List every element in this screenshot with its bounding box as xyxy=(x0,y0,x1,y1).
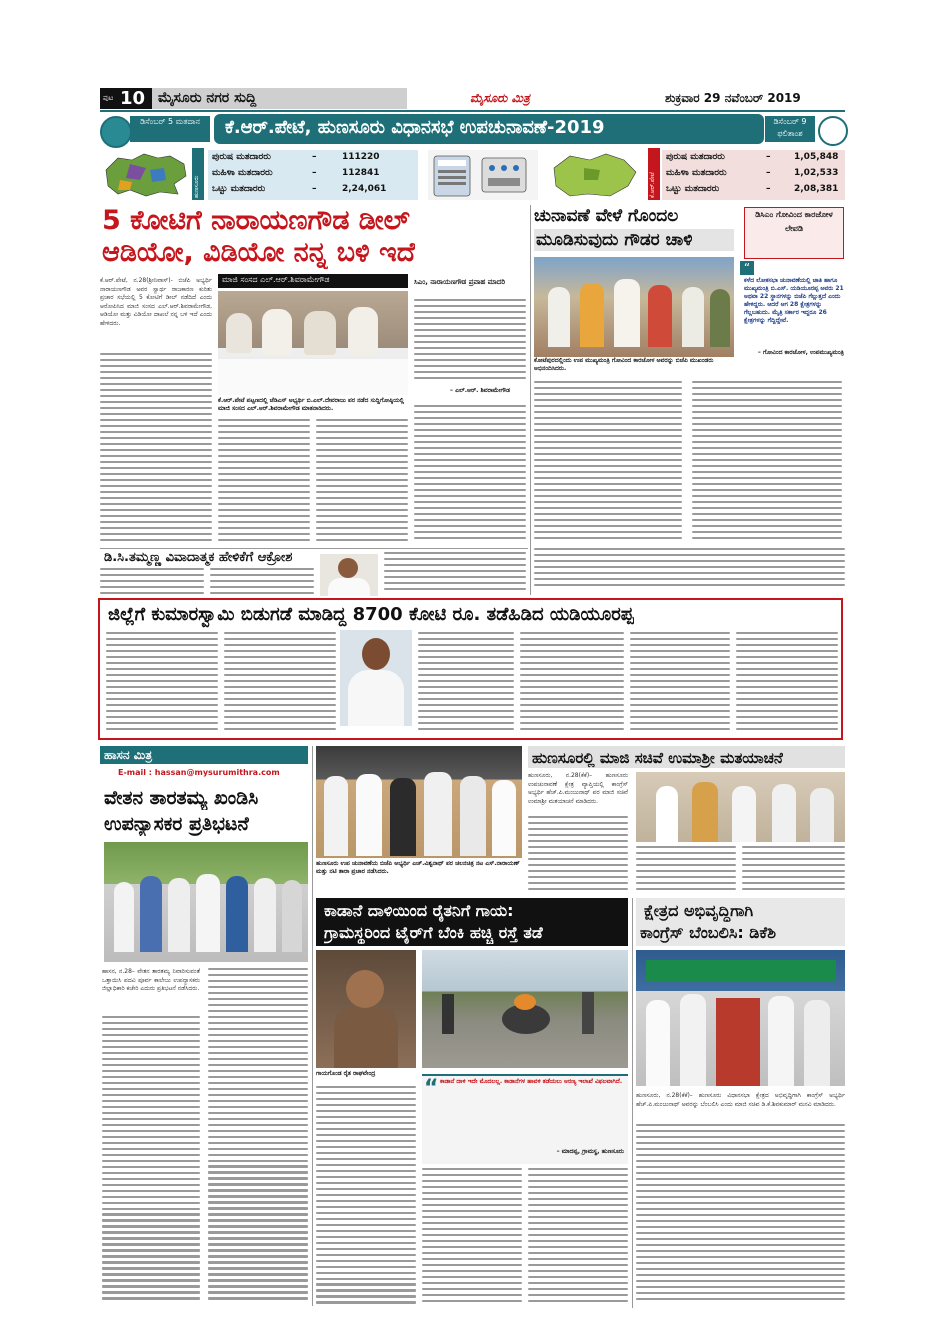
headline: ಆಡಿಯೋ, ವಿಡಿಯೋ ನನ್ನ ಬಳಿ ಇದೆ xyxy=(102,237,416,268)
headline: ಜಿಲ್ಲೆಗೆ ಕುಮಾರಸ್ವಾಮಿ ಬಿಡುಗಡೆ ಮಾಡಿದ್ದ 8700 ಕೋಟಿ ರೂ. ತಡೆಹಿಡಿದ ಯಡಿಯೂರಪ್ಪ xyxy=(108,604,634,625)
story-body xyxy=(100,568,204,596)
story-lead: ಕೆ.ಆರ್.ಪೇಟೆ, ನ.28(ಶ್ರೀನಿವಾಸ್)- ಬಿಜೆಪಿ ಅಭ್ಯರ್ಥಿ ನಾರಾಯಣಗೌಡ ಅವರ ಸ್ವಾರ್ಥ ರಾಜಕಾರಣ ಕುರಿತು ಪ್ರಚಾರ ಸಭೆಯಲ್ಲಿ 5 ಕೋಟಿಗೆ ಡೀಲ್ ನಡೆದಿದೆ ಎಂದು ಆರೋಪಿಸಿದ ಮಾಜಿ ಸಂಸದ ಎಲ್.ಆರ್.ಶಿವರಾಮೇಗೌಡ, ಆಡಿಯೋ ಮತ್ತು ವಿಡಿಯೋ ದಾಖಲೆ ನನ್ನ ಬಳಿ ಇದೆ ಎಂದು ಹೇಳಿದರು. xyxy=(100,277,212,327)
story-body xyxy=(534,381,682,545)
story-narayanagowda-deal xyxy=(100,205,528,545)
story-body xyxy=(210,568,314,596)
story-body xyxy=(316,419,408,545)
story-body xyxy=(224,632,336,736)
box-title: ಡಿಸಿಎಂ ಗೋವಿಂದ ಕಾರಜೋಳ ಲೇವಡಿ xyxy=(744,207,844,259)
evm-machine-icon xyxy=(428,150,538,200)
story-8700-crore xyxy=(98,598,843,740)
story-body xyxy=(422,1168,522,1308)
photo-caption: ಗಾಯಗೊಂಡ ರೈತ ರಾಘವೇಂದ್ರ xyxy=(316,1070,376,1077)
pull-quote: ಕಾಡಾನೆ ದಾಳಿ ಇದೇ ಮೊದಲಲ್ಲ. ಕಾಡಾನೆಗಳ ಹಾವಳಿ ತಡೆಯಲು ಅರಣ್ಯ ಇಲಾಖೆ ವಿಫಲವಾಗಿದೆ. xyxy=(440,1078,623,1085)
stats-row: ಒಟ್ಟು ಮತದಾರರು – 2,08,381 xyxy=(666,184,839,194)
tammanna-photo xyxy=(320,554,378,596)
bullet-quote-icon: “ xyxy=(424,1076,439,1101)
issue-date: ಶುಕ್ರವಾರ 29 ನವೆಂಬರ್ 2019 xyxy=(665,91,801,105)
protest-photo xyxy=(104,842,308,962)
karnataka-map-icon xyxy=(544,150,644,200)
story-tammanna xyxy=(100,548,528,596)
story-body xyxy=(534,548,845,594)
headline: ಮೂಡಿಸುವುದು ಗೌಡರ ಚಾಳಿ xyxy=(536,230,693,250)
quote-sign: – ಗೋವಿಂದ ಕಾರಜೋಳ, ಉಪಮುಖ್ಯಮಂತ್ರಿ xyxy=(757,349,844,356)
story-body xyxy=(636,1124,845,1308)
story-body xyxy=(630,632,730,736)
stats-row: ಪುರುಷ ಮತದಾರರು – 1,05,848 xyxy=(666,152,839,162)
byline: ಮಾಜಿ ಸಂಸದ ಎಲ್.ಆರ್.ಶಿವರಾಮೇಗೌಡ xyxy=(222,275,330,284)
story-lead: ಹುಣಸೂರು, ನ.28(ಕೆಕೆ)– ಹುಣಸೂರು ಉಪಚುನಾವಣೆ ಕ್ಷೇತ್ರ ವ್ಯಾಪ್ತಿಯಲ್ಲಿ ಕಾಂಗ್ರೆಸ್ ಅಭ್ಯರ್ಥಿ ಹೆಚ್.ಪಿ.ಮಂಜುನಾಥ್ ಪರ ಮಾಜಿ ಸಚಿವೆ ಉಮಾಶ್ರೀ ಮತಯಾಚನೆ ಮಾಡಿದರು. xyxy=(528,772,628,805)
story-body xyxy=(520,632,624,736)
story-body xyxy=(528,816,628,894)
election-banner xyxy=(100,114,845,146)
hassan-section xyxy=(100,746,308,1306)
story-body xyxy=(418,632,514,736)
bullet-quote-icon: “ xyxy=(740,261,754,275)
headline: 5 ಕೋಟಿಗೆ ನಾರಾಯಣಗೌಡ ಡೀಲ್ xyxy=(102,205,410,236)
story-umashree xyxy=(528,746,845,894)
campaign-photo xyxy=(316,746,522,858)
story-lead: ಹಾಸನ, ನ.28– ವೇತನ ತಾರತಮ್ಯ ನಿವಾರಿಸುವಂತೆ ಒತ್ತಾಯಿಸಿ ಪದವಿ ಪೂರ್ವ ಕಾಲೇಜು ಉಪನ್ಯಾಸಕರು ಜಿಲ್ಲಾಧಿಕಾರಿ ಕಚೇರಿ ಎದುರು ಪ್ರತಿಭಟನೆ ನಡೆಸಿದರು. xyxy=(102,968,200,992)
headline: ಚುನಾವಣೆ ವೇಳೆ ಗೊಂದಲ xyxy=(534,206,679,226)
stats-row: ಪುರುಷ ಮತದಾರರು – 111220 xyxy=(212,152,380,162)
masthead xyxy=(100,88,845,110)
left-stats-table xyxy=(212,152,418,200)
story-lead: ಹುಣಸೂರು, ನ.28(ಕೆಕೆ)– ಹುಣಸೂರು ವಿಧಾನಸಭಾ ಕ್ಷೇತ್ರದ ಅಭಿವೃದ್ಧಿಗಾಗಿ ಕಾಂಗ್ರೆಸ್ ಅಭ್ಯರ್ಥಿ ಹೆಚ್.ಪಿ.ಮಂಜುನಾಥ್ ಅವರನ್ನು ಬೆಂಬಲಿಸಿ ಎಂದು ಮಾಜಿ ಸಚಿವ ಡಿ.ಕೆ.ಶಿವಕುಮಾರ್ ಮನವಿ ಮಾಡಿದರು. xyxy=(636,1092,845,1108)
pull-quote: ಕಳೆದ ಲೋಕಸಭಾ ಚುನಾವಣೆಯಲ್ಲಿ ಜಾತಿ ಹಾಗೂ ಮುಖ್ಯಮಂತ್ರಿ ಬಿ.ಎಸ್. ಯಡಿಯೂರಪ್ಪ ಅವರು 21 ಅಥವಾ 22 ಸ್ಥಾನಗಳನ್ನು ಬಿಜೆಪಿ ಗೆಲ್ಲುತ್ತದೆ ಎಂದು ಹೇಳಿದ್ದರು. ಆದರೆ ಆಗ 28 ಕ್ಷೇತ್ರಗಳನ್ನು ಗೆಲ್ಲಬಹುದು. ಮೈತ್ರಿ ಸರ್ಕಾರ ಇದ್ದರೂ 26 ಕ್ಷೇತ್ರಗಳನ್ನು ಗೆದ್ದಿದ್ದೇವೆ. xyxy=(744,277,844,324)
umashree-photo xyxy=(636,772,845,842)
dkshi-rally-photo xyxy=(636,950,845,1086)
story-body xyxy=(384,552,526,596)
story-body xyxy=(218,419,310,545)
page-label: ಪುಟ xyxy=(103,94,114,102)
story-body xyxy=(742,846,845,894)
voter-stats xyxy=(100,148,845,202)
story-body xyxy=(102,1016,200,1306)
story-body xyxy=(316,1086,416,1308)
hassan-email: E-mail : hassan@mysurumithra.com xyxy=(118,768,280,777)
headline: ಕಾಂಗ್ರೆಸ್ ಬೆಂಬಲಿಸಿ: ಡಿಕೆಶಿ xyxy=(640,923,776,942)
injured-farmer-photo xyxy=(316,950,416,1068)
photo-caption: ಕೋಟೆಪುರದಲ್ಲಿಂದು ಉಪ ಮುಖ್ಯಮಂತ್ರಿ ಗೋವಿಂದ ಕಾರಜೋಳ ಅವರನ್ನು ಬಿಜೆಪಿ ಮುಖಂಡರು ಅಭಿನಂದಿಸಿದರು. xyxy=(534,357,714,372)
story-elephant-attack xyxy=(316,898,628,1308)
headline: ಕಾಡಾನೆ ದಾಳಿಯಿಂದ ರೈತನಿಗೆ ಗಾಯ: xyxy=(324,901,514,920)
photo-caption: ಹುಣಸೂರು ಉಪ ಚುನಾವಣೆಯ ಬಿಜೆಪಿ ಅಭ್ಯರ್ಥಿ ಎಚ್.ವಿಶ್ವನಾಥ್ ಪರ ಚಲನಚಿತ್ರ ನಟ ಎಸ್.ನಾರಾಯಣ್ ಮತ್ತು ನಟಿ ತಾರಾ ಪ್ರಚಾರ ನಡೆಸಿದರು. xyxy=(316,860,520,875)
photo-caption: ಕೆ.ಆರ್.ಪೇಟೆ ಪಟ್ಟಣದಲ್ಲಿ ಜೆಡಿಎಸ್ ಅಭ್ಯರ್ಥಿ ಬಿ.ಎಲ್.ದೇವರಾಜು ಪರ ನಡೆದ ಸುದ್ದಿಗೋಷ್ಠಿಯಲ್ಲಿ ಮಾಜಿ ಸಂಸದ ಎಲ್.ಆರ್.ಶಿವರಾಮೇಗೌಡ ಮಾತನಾಡಿದರು. xyxy=(218,397,405,412)
headline: ಡಿ.ಸಿ.ತಮ್ಮಣ್ಣ ವಿವಾದಾತ್ಮಕ ಹೇಳಿಕೆಗೆ ಆಕ್ರೋಶ xyxy=(104,550,293,565)
story-body xyxy=(414,405,526,545)
story-body xyxy=(100,353,212,545)
right-badge: ಡಿಸೆಂಬರ್ 9 ಫಲಿತಾಂಶ xyxy=(765,116,815,142)
story-body xyxy=(106,632,218,736)
sidebar-head: ಸಿಎಂ, ನಾರಾಯಣಗೌಡ ಪ್ರವಾಹ ಮಾದರಿ xyxy=(414,278,506,286)
karnataka-map-icon xyxy=(100,150,192,198)
story-body xyxy=(736,632,838,736)
paper-name: ಮೈಸೂರು ಮಿತ್ರ xyxy=(470,91,530,105)
page-number: 10 xyxy=(120,88,146,109)
section-title: ಮೈಸೂರು ನಗರ ಸುದ್ದಿ xyxy=(158,90,257,106)
karajol-photo xyxy=(534,257,734,357)
headline: ಉಪನ್ಯಾಸಕರ ಪ್ರತಿಭಟನೆ xyxy=(104,813,249,835)
kumaraswamy-photo xyxy=(340,630,412,726)
sidebar-body xyxy=(414,299,526,385)
page-number-box xyxy=(100,88,152,109)
story-body xyxy=(528,1168,628,1308)
story-dkshi xyxy=(636,898,845,1308)
quote-sign: – ಮಾದಪ್ಪ, ಗ್ರಾಮಸ್ಥ, ಹುಣಸೂರು xyxy=(556,1148,624,1155)
left-region-label: ಹುಣಸೂರು xyxy=(193,175,200,198)
headline: ಗ್ರಾಮಸ್ಥರಿಂದ ಟೈರ್‌ಗೆ ಬೆಂಕಿ ಹಚ್ಚಿ ರಸ್ತೆ ತಡೆ xyxy=(324,923,543,942)
story-body xyxy=(636,846,736,894)
stats-row: ಮಹಿಳಾ ಮತದಾರರು – 112841 xyxy=(212,168,380,178)
headline: ವೇತನ ತಾರತಮ್ಯ ಖಂಡಿಸಿ xyxy=(104,787,259,809)
headline: ಕ್ಷೇತ್ರದ ಅಭಿವೃದ್ಧಿಗಾಗಿ xyxy=(644,901,754,920)
right-stats-table xyxy=(666,152,844,200)
story-body xyxy=(208,968,308,1306)
banner-title: ಕೆ.ಆರ್.ಪೇಟೆ, ಹುಣಸೂರು ವಿಧಾನಸಭೆ ಉಪಚುನಾವಣೆ-2019 xyxy=(225,117,605,138)
road-block-photo xyxy=(422,950,628,1068)
headline: ಹುಣಸೂರಲ್ಲಿ ಮಾಜಿ ಸಚಿವೆ ಉಮಾಶ್ರೀ ಮತಯಾಚನೆ xyxy=(532,749,783,767)
section-title: ಹಾಸನ ಮಿತ್ರ xyxy=(104,748,153,762)
left-badge: ಡಿಸೆಂಬರ್ 5 ಮತದಾನ xyxy=(130,116,210,142)
right-region-label: ಕೆ.ಆರ್.ಪೇಟೆ xyxy=(649,172,656,198)
press-meet-photo xyxy=(218,291,408,395)
stats-row: ಮಹಿಳಾ ಮತದಾರರು – 1,02,533 xyxy=(666,168,839,178)
stats-row: ಒಟ್ಟು ಮತದಾರರು – 2,24,061 xyxy=(212,184,387,194)
sidebar-sign: – ಎಲ್.ಆರ್. ಶಿವರಾಮೇಗೌಡ xyxy=(450,387,510,394)
story-karajol xyxy=(534,205,845,545)
story-body xyxy=(692,381,842,545)
